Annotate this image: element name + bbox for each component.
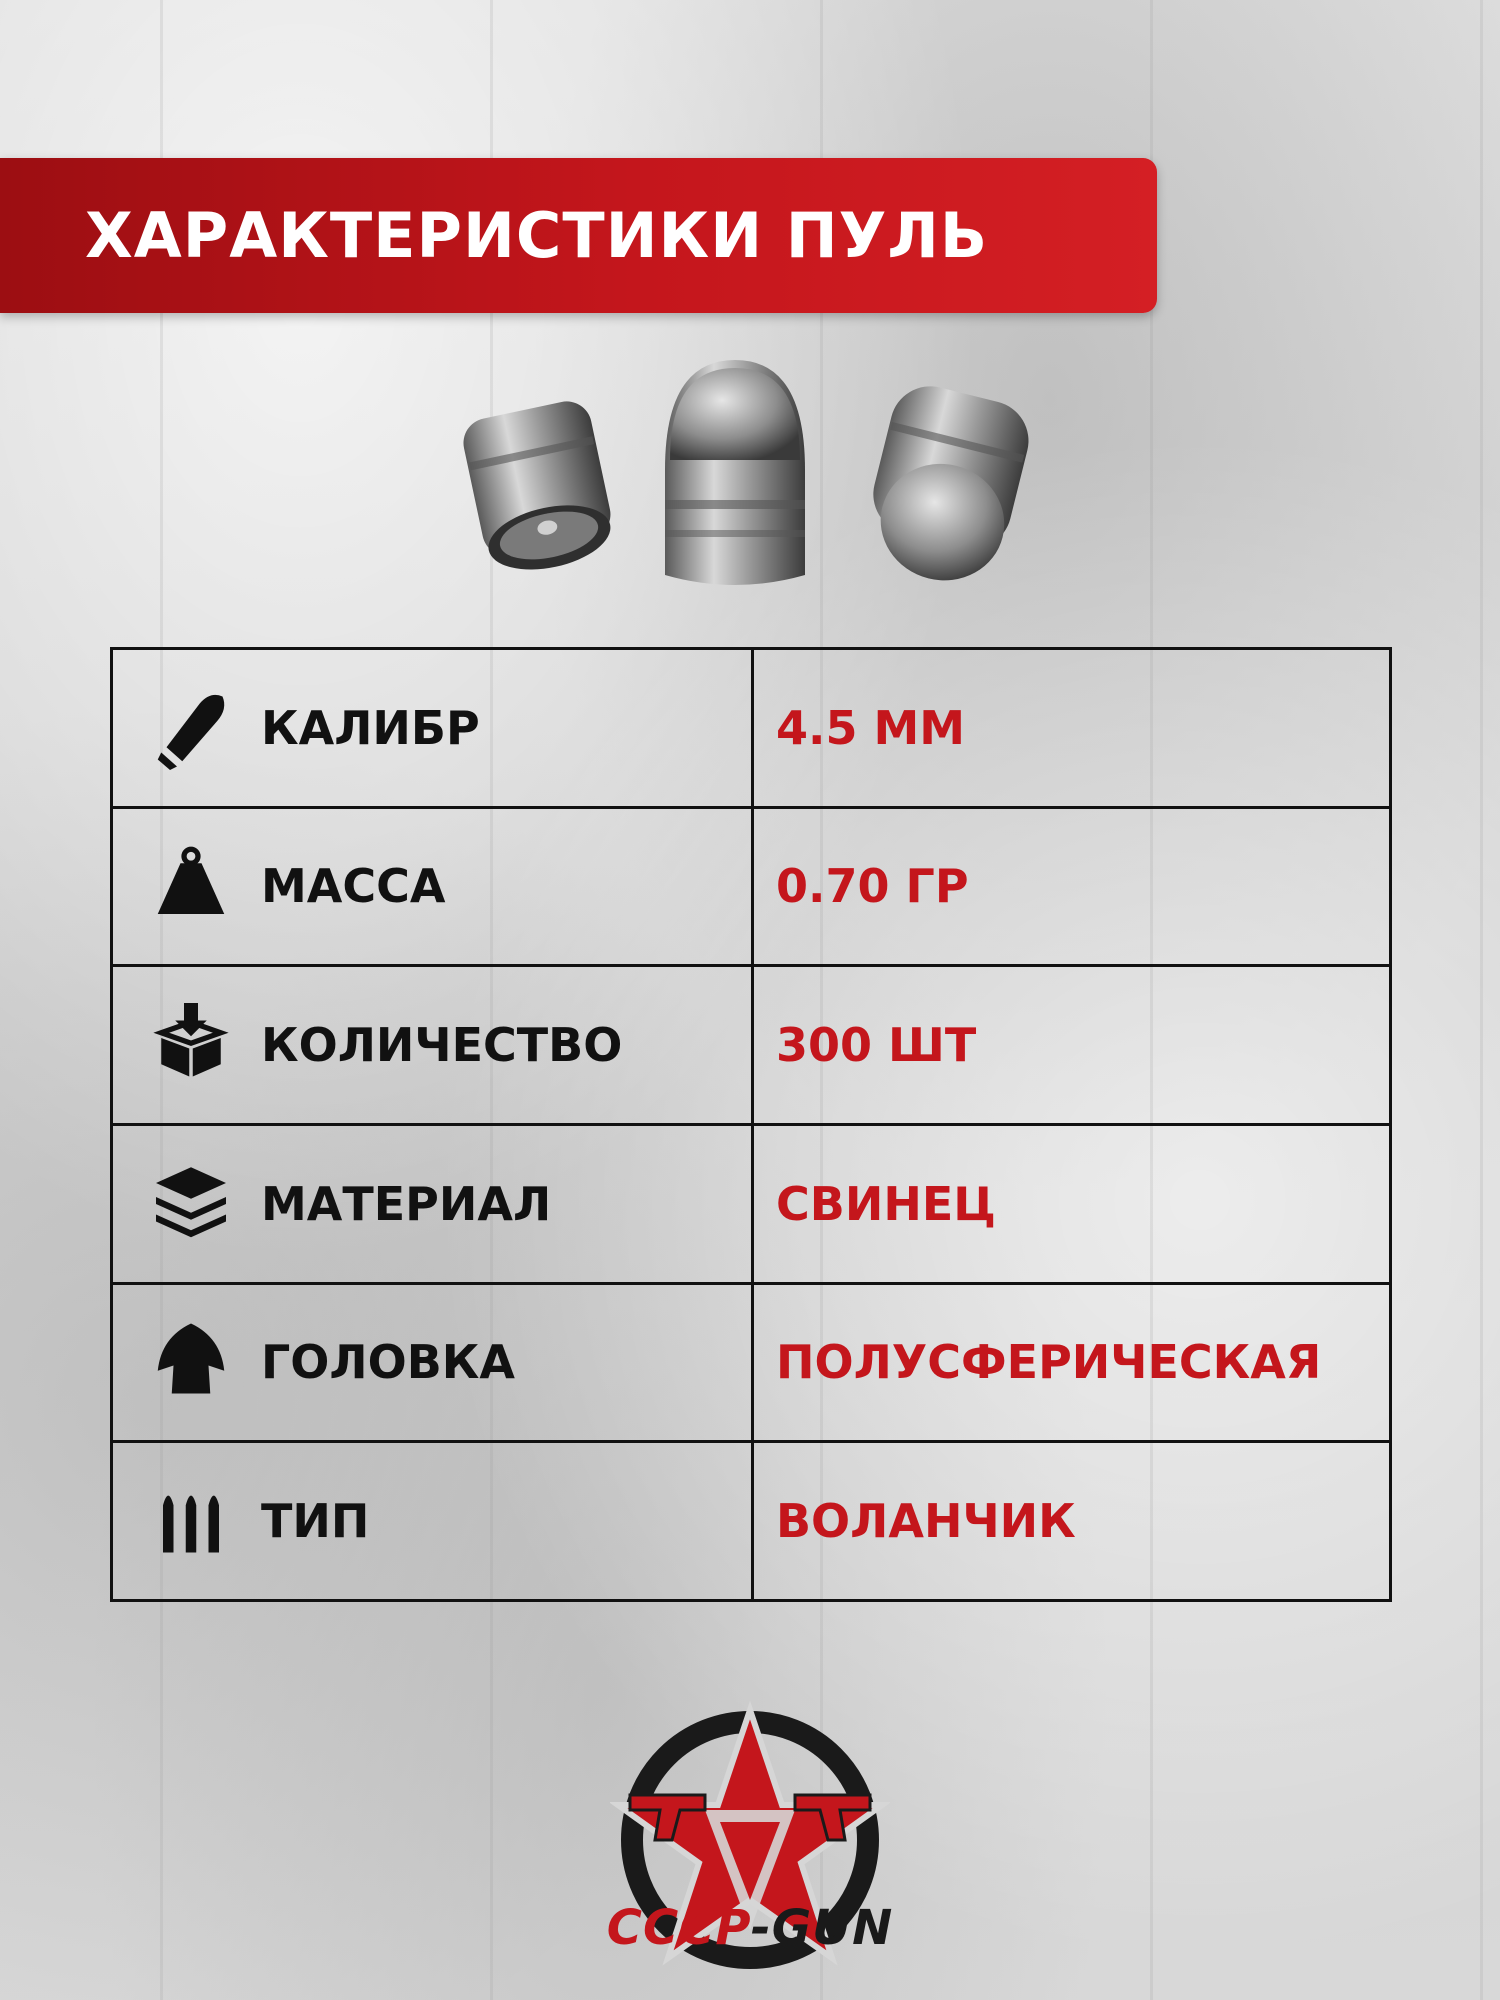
brand-part1: CCCP	[606, 1900, 751, 1956]
spec-label: КОЛИЧЕСТВО	[261, 1018, 623, 1073]
spec-row	[112, 966, 1391, 1125]
spec-value: 300 ШТ	[753, 966, 1391, 1125]
spec-value: ПОЛУСФЕРИЧЕСКАЯ	[753, 1283, 1391, 1442]
spec-label-cell	[112, 649, 753, 808]
brand-name	[580, 1900, 920, 1956]
spec-label-cell	[112, 1442, 753, 1601]
box-icon	[149, 1003, 233, 1087]
pellets-image	[440, 360, 1050, 610]
bullet-icon	[149, 686, 233, 770]
spec-row	[112, 807, 1391, 966]
spec-row	[112, 1124, 1391, 1283]
spec-value: 0.70 ГР	[753, 807, 1391, 966]
spec-row	[112, 649, 1391, 808]
specs-table	[110, 647, 1392, 1602]
spec-value: ВОЛАНЧИК	[753, 1442, 1391, 1601]
spec-label: МАТЕРИАЛ	[261, 1176, 552, 1231]
brand-part2: -GUN	[750, 1900, 894, 1956]
spec-label-cell	[112, 966, 753, 1125]
spec-row	[112, 1442, 1391, 1601]
spec-value: СВИНЕЦ	[753, 1124, 1391, 1283]
pellet-head-icon	[149, 1320, 233, 1404]
spec-label-cell	[112, 1124, 753, 1283]
layers-icon	[149, 1162, 233, 1246]
spec-label: МАССА	[261, 859, 446, 914]
header-banner	[0, 158, 1157, 313]
spec-row	[112, 1283, 1391, 1442]
spec-label: КАЛИБР	[261, 700, 480, 755]
spec-label-cell	[112, 807, 753, 966]
spec-label: ТИП	[261, 1494, 370, 1549]
weight-icon	[149, 844, 233, 928]
spec-value: 4.5 ММ	[753, 649, 1391, 808]
page-title: ХАРАКТЕРИСТИКИ ПУЛЬ	[85, 199, 989, 272]
cartridges-icon	[149, 1479, 233, 1563]
spec-label-cell	[112, 1283, 753, 1442]
spec-label: ГОЛОВКА	[261, 1335, 515, 1390]
